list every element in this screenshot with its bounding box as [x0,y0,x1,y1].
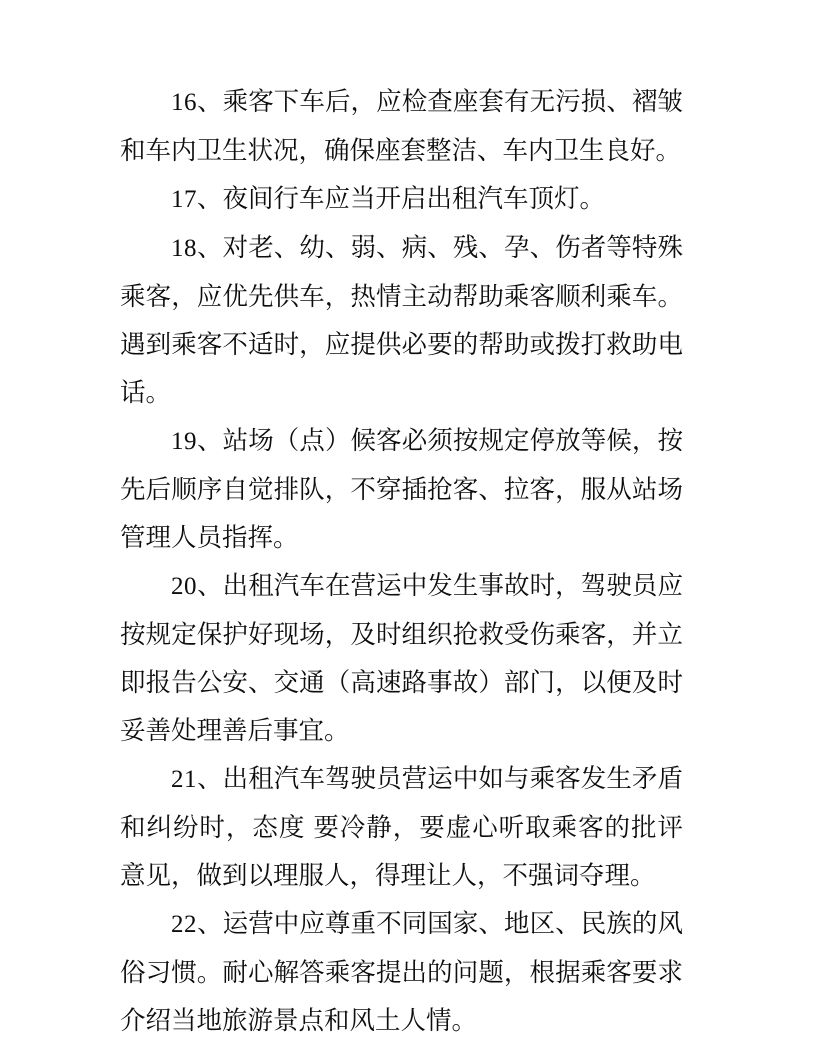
paragraph-text-17: 夜间行车应当开启出租汽车顶灯。 [222,185,606,213]
document-body [120,78,683,1045]
paragraph-number-17: 17、 [171,186,223,213]
paragraph-21 [120,755,683,900]
paragraph-text-16: 乘客下车后，应检查座套有无污损、褶皱和车内卫生状况，确保座套整洁、车内卫生良好。 [120,88,683,165]
paragraph-17 [120,175,683,224]
paragraph-number-18: 18、 [171,235,223,262]
paragraph-text-21: 出租汽车驾驶员营运中如与乘客发生矛盾和纠纷时，态度 要冷静，要虚心听取乘客的批评意见，做到以理服人，得理让人，不强词夺理。 [120,765,683,890]
paragraph-text-22: 运营中应尊重不同国家、地区、民族的风俗习惯。耐心解答乘客提出的问题，根据乘客要求介绍当地旅游景点和风土人情。 [120,910,683,1035]
paragraph-16 [120,78,683,175]
paragraph-number-20: 20、 [171,573,223,600]
paragraph-number-16: 16、 [171,89,223,116]
paragraph-text-19: 站场（点）候客必须按规定停放等候，按先后顺序自觉排队，不穿插抢客、拉客，服从站场管理人员指挥。 [120,427,683,552]
paragraph-text-18: 对老、幼、弱、病、残、孕、伤者等特殊乘客，应优先供车，热情主动帮助乘客顺利乘车。遇到乘客不适时，应提供必要的帮助或拨打救助电话。 [120,234,683,407]
paragraph-20 [120,562,683,755]
paragraph-text-20: 出租汽车在营运中发生事故时，驾驶员应按规定保护好现场，及时组织抢救受伤乘客，并立即报告公安、交通（高速路事故）部门，以便及时妥善处理善后事宜。 [120,572,683,745]
paragraph-number-19: 19、 [171,428,223,455]
paragraph-22 [120,900,683,1045]
paragraph-number-22: 22、 [171,911,223,938]
paragraph-18 [120,224,683,417]
paragraph-19 [120,417,683,562]
paragraph-number-21: 21、 [171,766,223,793]
